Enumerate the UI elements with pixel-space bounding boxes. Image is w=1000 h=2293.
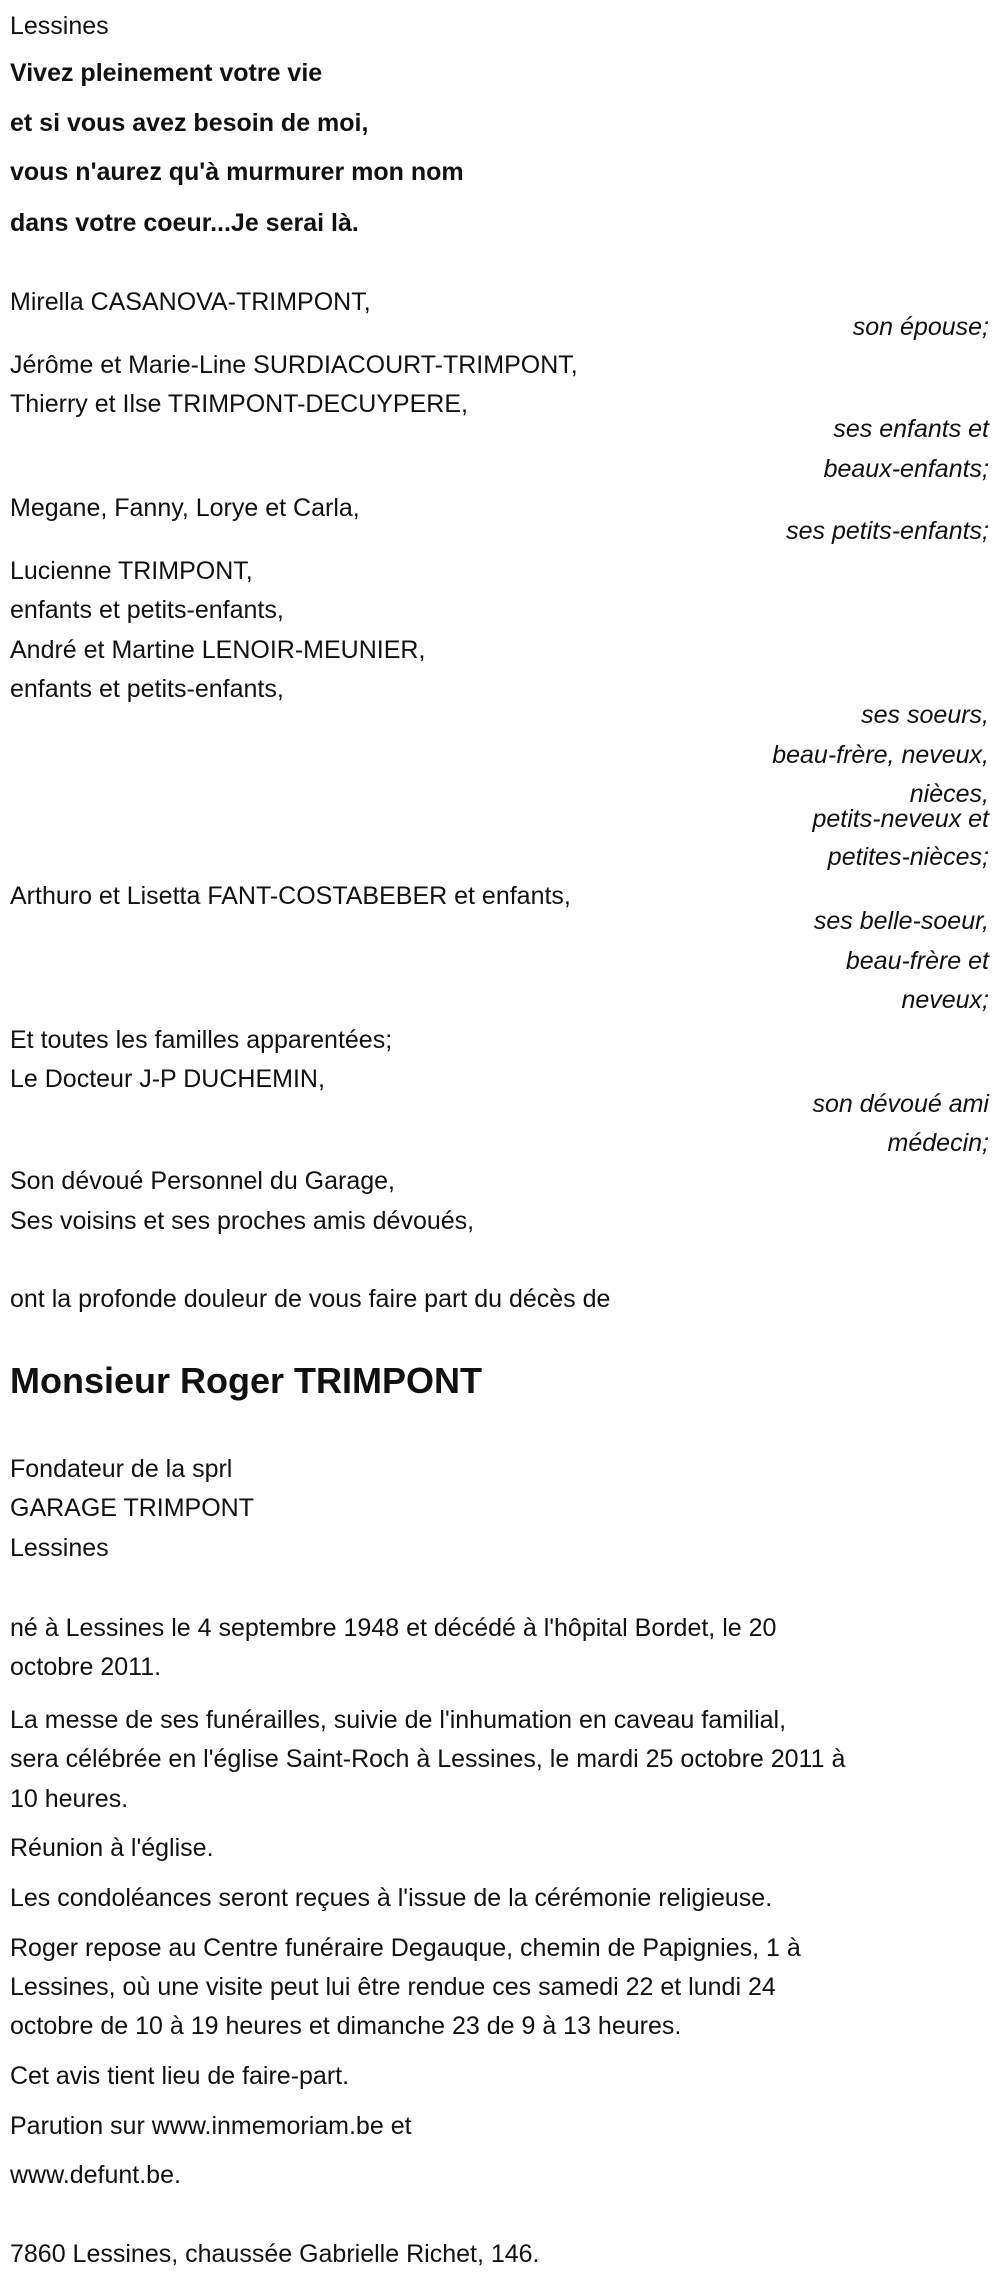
body-line: Les condoléances seront reçues à l'issue de la cérémonie religieuse. xyxy=(10,1884,773,1912)
family-name: Ses voisins et ses proches amis dévoués, xyxy=(10,1207,475,1235)
family-relation: neveux; xyxy=(901,986,989,1014)
family-name: Lucienne TRIMPONT, xyxy=(10,557,253,585)
body-line: sera célébrée en l'église Saint-Roch à Lessines, le mardi 25 octobre 2011 à xyxy=(10,1745,846,1773)
family-name: André et Martine LENOIR-MEUNIER, xyxy=(10,636,426,664)
family-relation: son dévoué ami xyxy=(812,1090,989,1118)
family-relation: ses petits-enfants; xyxy=(786,517,989,545)
family-name: enfants et petits-enfants, xyxy=(10,675,284,703)
place-heading: Lessines xyxy=(10,12,109,40)
family-relation: beau-frère et xyxy=(845,947,989,975)
announcement-text: ont la profonde douleur de vous faire part du décès de xyxy=(10,1285,611,1313)
body-line: octobre de 10 à 19 heures et dimanche 23 de 9 à 13 heures. xyxy=(10,2012,682,2040)
family-relation: beaux-enfants; xyxy=(823,455,989,483)
deceased-detail: Fondateur de la sprl xyxy=(10,1455,233,1483)
body-line: octobre 2011. xyxy=(10,1653,162,1681)
body-line: 10 heures. xyxy=(10,1785,129,1813)
quote-line: Vivez pleinement votre vie xyxy=(10,59,323,87)
family-name: Son dévoué Personnel du Garage, xyxy=(10,1167,395,1195)
body-line: Roger repose au Centre funéraire Degauque, chemin de Papignies, 1 à xyxy=(10,1934,801,1962)
family-name: Thierry et Ilse TRIMPONT-DECUYPERE, xyxy=(10,390,468,418)
body-line: La messe de ses funérailles, suivie de l'inhumation en caveau familial, xyxy=(10,1706,787,1734)
family-relation: médecin; xyxy=(887,1129,989,1157)
family-name: Et toutes les familles apparentées; xyxy=(10,1026,393,1054)
family-relation: petites-nièces; xyxy=(827,843,989,871)
body-line: Réunion à l'église. xyxy=(10,1834,214,1862)
family-name: Megane, Fanny, Lorye et Carla, xyxy=(10,494,360,522)
body-line: www.defunt.be. xyxy=(10,2161,181,2189)
body-line: Cet avis tient lieu de faire-part. xyxy=(10,2062,350,2090)
family-relation: ses belle-soeur, xyxy=(813,907,989,935)
family-relation: petits-neveux et xyxy=(812,805,989,833)
body-line: Lessines, où une visite peut lui être rendue ces samedi 22 et lundi 24 xyxy=(10,1973,776,2001)
quote-line: dans votre coeur...Je serai là. xyxy=(10,209,359,237)
quote-line: et si vous avez besoin de moi, xyxy=(10,109,369,137)
body-line: Parution sur www.inmemoriam.be et xyxy=(10,2112,412,2140)
family-name: enfants et petits-enfants, xyxy=(10,596,284,624)
family-name: Le Docteur J-P DUCHEMIN, xyxy=(10,1065,325,1093)
family-relation: nièces, xyxy=(909,780,989,808)
deceased-name: Monsieur Roger TRIMPONT xyxy=(10,1360,483,1401)
family-name: Mirella CASANOVA-TRIMPONT, xyxy=(10,288,371,316)
family-name: Jérôme et Marie-Line SURDIACOURT-TRIMPONT, xyxy=(10,351,578,379)
family-relation: son épouse; xyxy=(852,313,989,341)
family-name: Arthuro et Lisetta FANT-COSTABEBER et enfants, xyxy=(10,882,571,910)
quote-line: vous n'aurez qu'à murmurer mon nom xyxy=(10,158,464,186)
deceased-detail: GARAGE TRIMPONT xyxy=(10,1494,255,1522)
family-relation: ses soeurs, xyxy=(861,701,989,729)
family-relation: beau-frère, neveux, xyxy=(772,741,989,769)
body-line: né à Lessines le 4 septembre 1948 et décédé à l'hôpital Bordet, le 20 xyxy=(10,1614,777,1642)
family-relation: ses enfants et xyxy=(833,415,989,443)
address: 7860 Lessines, chaussée Gabrielle Richet, 146. xyxy=(10,2240,540,2268)
deceased-detail: Lessines xyxy=(10,1534,109,1562)
